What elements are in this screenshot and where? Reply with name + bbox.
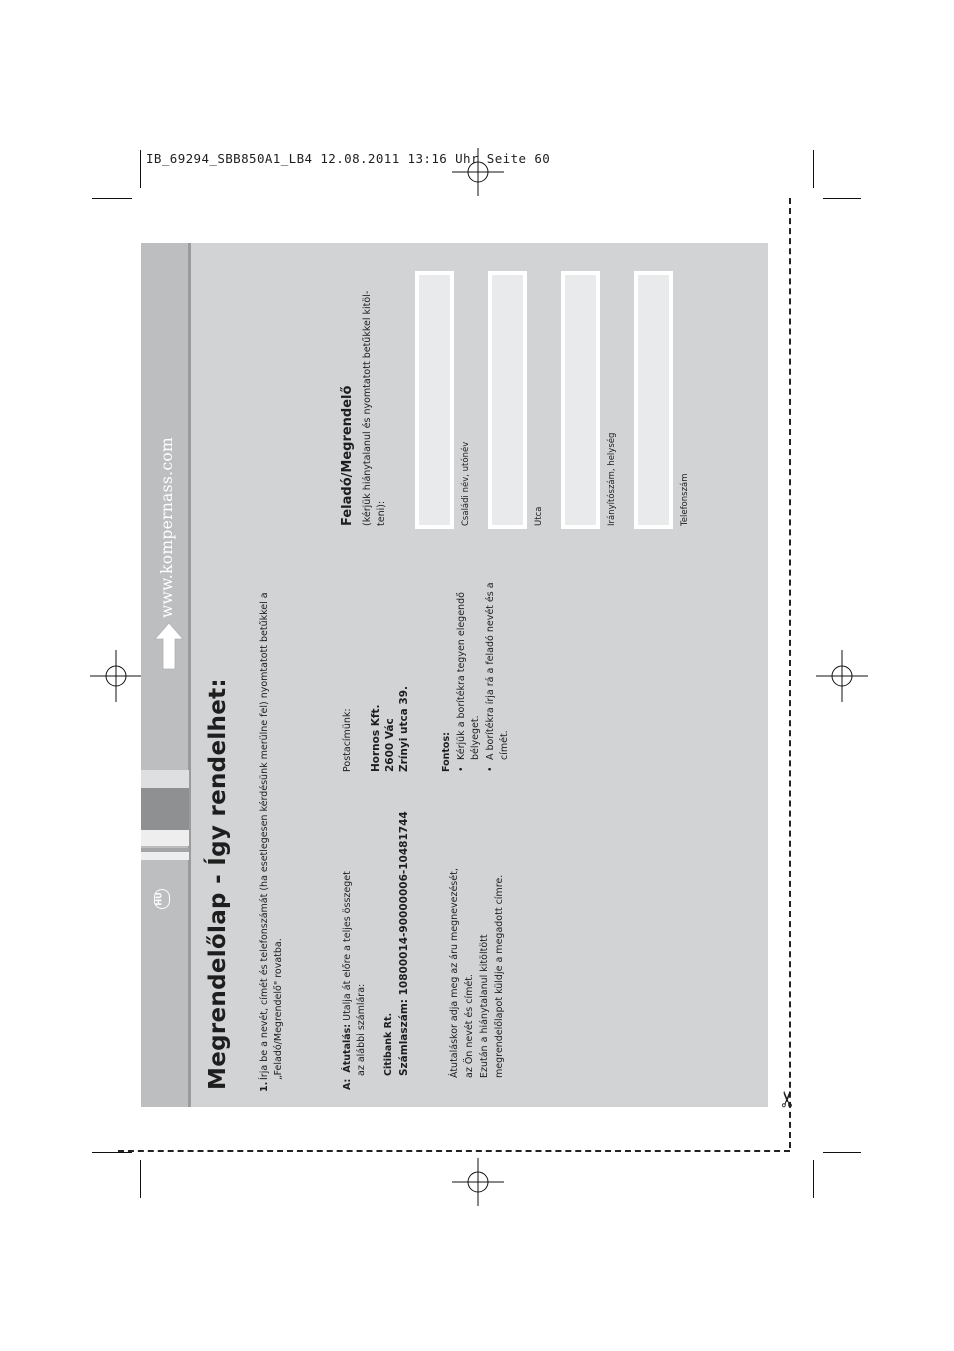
postal-street: Zrínyi utca 39. bbox=[398, 685, 410, 772]
scissors-icon: ✂ bbox=[776, 1089, 801, 1109]
cut-line-horizontal bbox=[118, 1150, 790, 1152]
registration-mark-top-icon bbox=[452, 146, 504, 198]
postal-city: 2600 Vác bbox=[384, 718, 396, 772]
transfer-line-3: Ezután a hiánytalanul kitöltött bbox=[479, 934, 490, 1078]
language-badge-label: HU bbox=[154, 892, 164, 906]
section-a-line2: az alábbi számlára: bbox=[356, 983, 367, 1076]
sidebar-divider bbox=[188, 243, 191, 1107]
account-number: Számlaszám: 10800014-90000006-10481744 bbox=[398, 811, 410, 1076]
language-badge bbox=[154, 889, 170, 909]
sidebar-light-band bbox=[141, 770, 189, 788]
arrow-up-icon bbox=[154, 622, 184, 670]
section-a-label: A: bbox=[342, 1078, 353, 1090]
transfer-line-1: Átutaláskor adja meg az áru megnevezését, bbox=[449, 868, 460, 1078]
important-heading: Fontos: bbox=[441, 732, 452, 772]
section-a-line1 bbox=[342, 871, 354, 1090]
postcode-city-label: Irányítószám, helység bbox=[607, 432, 617, 526]
transfer-line-4: megrendelőlapot küldje a megadott címre. bbox=[494, 874, 505, 1078]
phone-number-field[interactable] bbox=[634, 271, 673, 529]
important-bullet-1-line2: bélyeget. bbox=[470, 715, 481, 760]
cut-line-vertical bbox=[789, 198, 791, 1148]
postal-company: Hornos Kft. bbox=[370, 704, 382, 772]
print-header: IB_69294_SBB850A1_LB4 12.08.2011 13:16 Uhr Seite 60 bbox=[146, 151, 551, 166]
postal-label: Postacímünk: bbox=[342, 708, 353, 772]
step1-line2: „Feladó/Megrendelő" rovatba. bbox=[273, 938, 284, 1080]
street-field[interactable] bbox=[488, 271, 527, 529]
postcode-city-field[interactable] bbox=[561, 271, 600, 529]
important-bullet-2-line2: címét. bbox=[499, 730, 510, 760]
sidebar-white-stripe bbox=[141, 830, 189, 846]
important-bullet-1-dot: • bbox=[456, 766, 467, 772]
surname-first-name-field[interactable] bbox=[415, 271, 454, 529]
registration-mark-left-icon bbox=[90, 650, 142, 702]
bank-name: Citibank Rt. bbox=[383, 1012, 394, 1076]
important-bullet-2-dot: • bbox=[485, 766, 496, 772]
sender-instruction-2: teni): bbox=[376, 500, 387, 526]
sidebar-white-stripe-2 bbox=[141, 852, 189, 860]
important-bullet-2-line1: A borítékra írja rá a feladó nevét és a bbox=[485, 582, 496, 760]
step1-number: 1. bbox=[259, 1081, 270, 1092]
street-label: Utca bbox=[534, 506, 544, 526]
page-title: Megrendelőlap - Így rendelhet: bbox=[205, 678, 231, 1090]
sender-instruction-1: (kérjük hiánytalanul és nyomtatott betűkkel kitöl- bbox=[362, 290, 373, 526]
section-a-heading: Átutalás: bbox=[342, 1023, 353, 1073]
sidebar-strip bbox=[141, 243, 189, 1107]
website-url: www.kompernass.com bbox=[158, 437, 176, 618]
registration-mark-bottom-icon bbox=[452, 1156, 504, 1208]
sender-heading: Feladó/Megrendelő bbox=[340, 385, 355, 526]
step1-line1: Írja be a nevét, címét és telefonszámát (ha esetlegesen kérdésünk merülne fel) nyomtatott betűkkel a bbox=[259, 592, 270, 1080]
surname-first-name-label: Családi név, utónév bbox=[461, 441, 471, 526]
sidebar-dark-block bbox=[141, 788, 189, 830]
transfer-line-2: az Ön nevét és címét. bbox=[464, 974, 475, 1078]
registration-mark-right-icon bbox=[816, 650, 868, 702]
section-a-line1-text: Utalja át előre a teljes összeget bbox=[342, 871, 353, 1024]
phone-number-label: Telefonszám bbox=[680, 473, 690, 526]
important-bullet-1-line1: Kérjük a borítékra tegyen elegendő bbox=[456, 592, 467, 760]
